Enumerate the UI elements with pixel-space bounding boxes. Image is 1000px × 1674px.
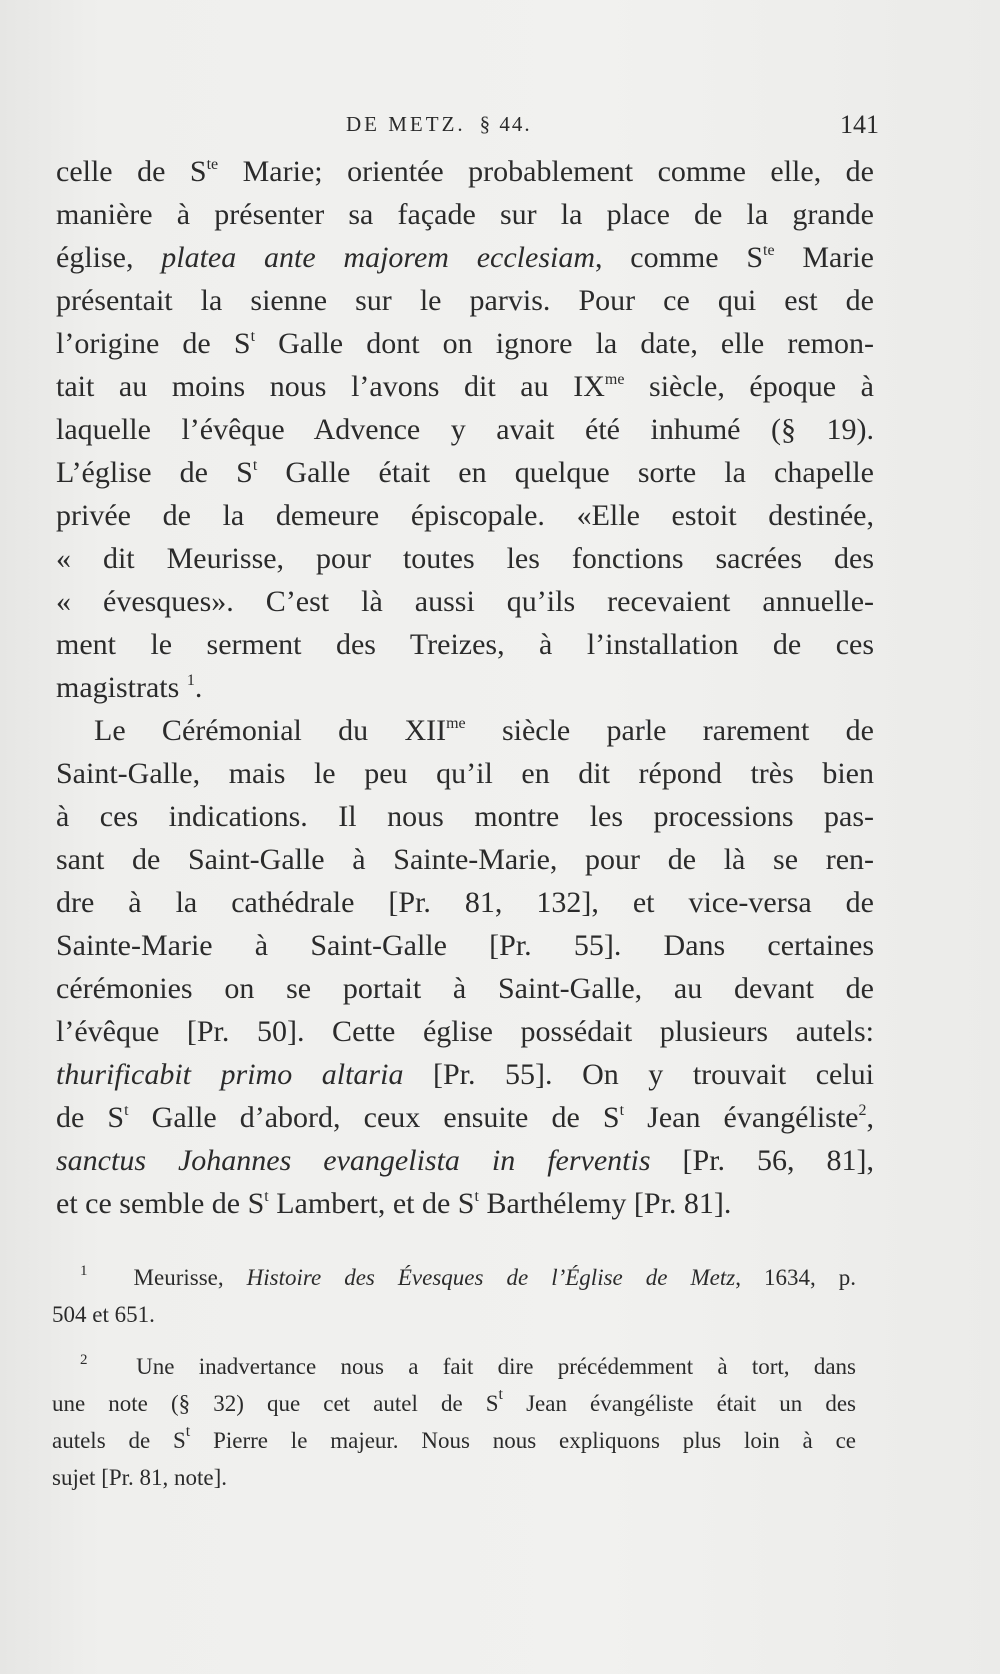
text-line: laquelle l’évêque Advence y avait été inhumé (§ 19). — [56, 413, 874, 446]
footnote-gap — [52, 1333, 856, 1348]
text-line: sanctus Johannes evangelista in ferventis [Pr. 56, 81], — [56, 1144, 874, 1177]
text-line: tait au moins nous l’avons dit au $IX^{me}$ siècle, époque à — [56, 370, 874, 403]
footnote-line — [52, 1459, 856, 1496]
footnote-line — [52, 1385, 856, 1422]
text-line: « évesques». C’est là aussi qu’ils recevaient annuelle- — [56, 585, 874, 618]
text-line: dre à la cathédrale [Pr. 81, 132], et vice-versa de — [56, 886, 874, 919]
text-line: magistrats $^1$. — [56, 671, 203, 704]
footnote-text: autels de $S^t$ Pierre le majeur. Nous nous expliquons plus loin à ce — [52, 1423, 856, 1453]
text-line: l’origine de $S^t$ Galle dont on ignore la date, elle remon- — [56, 327, 874, 360]
text-line: église, platea ante majorem ecclesiam, comme $S^{te}$ Marie — [56, 241, 874, 274]
text-line: à ces indications. Il nous montre les processions pas- — [56, 800, 874, 833]
footnote — [52, 1348, 856, 1496]
text-line: cérémonies on se portait à Saint-Galle, au devant de — [56, 972, 874, 1005]
text-line: et ce semble de $S^t$ Lambert, et de $S^t$ Barthélemy [Pr. 81]. — [56, 1187, 732, 1220]
running-head — [0, 108, 1000, 148]
text-line: L’église de $S^t$ Galle était en quelque sorte la chapelle — [56, 456, 874, 489]
section-number: § 44. — [479, 112, 532, 136]
footnotes — [52, 1259, 856, 1496]
paragraph — [56, 150, 874, 709]
footnote-text: Une inadvertance nous a fait dire précédemment à tort, dans — [136, 1354, 857, 1379]
text-line: ment le serment des Treizes, à l’installation de ces — [56, 628, 874, 661]
text-line: présentait la sienne sur le parvis. Pour ce qui est de — [56, 284, 874, 317]
text-line: manière à présenter sa façade sur la place de la grande — [56, 198, 874, 231]
text-line: de $S^t$ Galle d’abord, ceux ensuite de $S^t$ Jean évangéliste$^2$, — [56, 1101, 874, 1134]
text-line: celle de $S^{te}$ Marie; orientée probablement comme elle, de — [56, 155, 874, 188]
footnote-text: 504 et 651. — [52, 1302, 155, 1327]
footnote-text: une note (§ 32) que cet autel de $S^t$ Jean évangéliste était un des — [52, 1386, 856, 1416]
footnote-line — [52, 1422, 856, 1459]
body-text — [56, 150, 874, 1225]
paragraph — [56, 709, 874, 1225]
text-line: Sainte-Marie à Saint-Galle [Pr. 55]. Dans certaines — [56, 929, 874, 962]
footnote-line — [52, 1259, 856, 1296]
text-line: thurificabit primo altaria [Pr. 55]. On y trouvait celui — [56, 1058, 874, 1091]
footnote-line — [52, 1348, 856, 1385]
page-number: 141 — [840, 110, 879, 139]
footnote — [52, 1259, 856, 1333]
footnote-text: Meurisse, Histoire des Évesques de l’Église de Metz, 1634, p. — [133, 1265, 857, 1290]
footnote-marker: 2 — [80, 1352, 88, 1368]
text-line: l’évêque [Pr. 50]. Cette église possédait plusieurs autels: — [56, 1015, 874, 1048]
footnote-marker: 1 — [80, 1263, 88, 1279]
text-line: Saint-Galle, mais le peu qu’il en dit répond très bien — [56, 757, 874, 790]
text-line: Le Cérémonial du $XII^{me}$ siècle parle rarement de — [94, 714, 874, 747]
running-title — [346, 112, 532, 137]
footnote-line — [52, 1296, 856, 1333]
footnote-text: sujet [Pr. 81, note]. — [52, 1465, 228, 1490]
text-line: « dit Meurisse, pour toutes les fonctions sacrées des — [56, 542, 874, 575]
running-title-text: DE METZ. — [346, 112, 466, 136]
text-line: privée de la demeure épiscopale. «Elle estoit destinée, — [56, 499, 874, 532]
text-line: sant de Saint-Galle à Sainte-Marie, pour de là se ren- — [56, 843, 874, 876]
